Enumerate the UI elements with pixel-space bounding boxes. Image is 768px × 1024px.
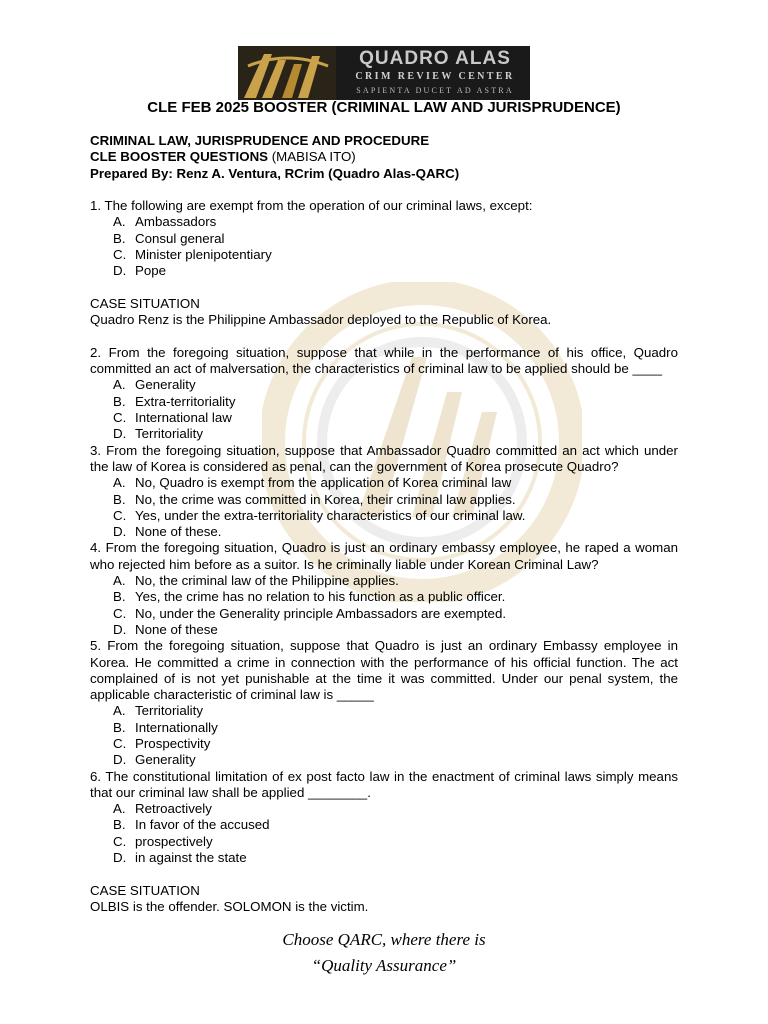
option-letter: D. (113, 426, 127, 442)
option-text: No, the crime was committed in Korea, their criminal law applies. (135, 491, 516, 507)
question-3-option-d (90, 524, 678, 540)
option-text: In favor of the accused (135, 817, 270, 833)
option-letter: B. (113, 230, 126, 246)
question-3-option-c (90, 508, 678, 524)
option-text: Territoriality (135, 703, 203, 719)
document-body (90, 133, 678, 915)
option-text: prospectively (135, 833, 213, 849)
option-letter: B. (113, 589, 126, 605)
option-text: No, under the Generality principle Ambassadors are exempted. (135, 605, 507, 621)
question-2-option-b (90, 394, 678, 410)
question-3-option-b (90, 492, 678, 508)
option-letter: A. (113, 214, 126, 230)
option-text: Territoriality (135, 426, 203, 442)
question-1-option-d (90, 263, 678, 279)
option-text: International law (135, 410, 232, 426)
question-2-option-d (90, 426, 678, 442)
question-3-option-a (90, 475, 678, 491)
option-letter: A. (113, 377, 126, 393)
option-letter: C. (113, 605, 127, 621)
option-letter: D. (113, 850, 127, 866)
question-4: 4. From the foregoing situation, Quadro is just an ordinary embassy employee, he raped a woman who rejected him before as a suitor. Is he criminally liable under Korean Criminal Law? (90, 540, 678, 572)
brand-name: QUADRO ALAS (359, 48, 511, 69)
question-5-option-d (90, 752, 678, 768)
brand-subtitle: CRIM REVIEW CENTER (355, 71, 515, 82)
brand-motto: SAPIENTA DUCET AD ASTRA (356, 86, 514, 95)
case-situation-1-text: Quadro Renz is the Philippine Ambassador deployed to the Republic of Korea. (90, 312, 552, 328)
option-text: Generality (135, 377, 196, 393)
option-text: Yes, under the extra-territoriality characteristics of our criminal law. (135, 507, 526, 523)
question-4-option-b (90, 589, 678, 605)
prepared-by: Prepared By: Renz A. Ventura, RCrim (Quadro Alas-QARC) (90, 165, 460, 181)
option-text: Internationally (135, 719, 218, 735)
question-3: 3. From the foregoing situation, suppose that Ambassador Quadro committed an act which under the law of Korea is considered as penal, can the government of Korea prosecute Quadro? (90, 442, 678, 474)
question-1-option-b (90, 231, 678, 247)
option-letter: B. (113, 817, 126, 833)
option-letter: D. (113, 524, 127, 540)
subject-heading: CRIMINAL LAW, JURISPRUDENCE AND PROCEDURE (90, 133, 430, 148)
option-letter: D. (113, 752, 127, 768)
question-2: 2. From the foregoing situation, suppose that while in the performance of his office, Quadro committed an act of malversation, the characteristics of criminal law to be applied should be ____ (90, 344, 678, 377)
option-text: None of these. (135, 524, 222, 540)
footer-slogan-line-1: Choose QARC, where there is (282, 930, 486, 949)
case-situation-2-text: OLBIS is the offender. SOLOMON is the victim. (90, 898, 369, 914)
option-text: Consul general (135, 230, 225, 246)
option-letter: A. (113, 801, 126, 817)
option-text: Retroactively (135, 801, 212, 817)
option-letter: C. (113, 833, 127, 849)
option-text: Pope (135, 263, 167, 279)
option-letter: D. (113, 263, 127, 279)
quadro-alas-logo (238, 46, 530, 100)
option-text: Generality (135, 752, 196, 768)
option-letter: B. (113, 393, 126, 409)
document-title: CLE FEB 2025 BOOSTER (CRIMINAL LAW AND JURISPRUDENCE) (147, 99, 621, 116)
option-letter: C. (113, 247, 127, 263)
question-5-option-b (90, 720, 678, 736)
option-letter: B. (113, 491, 126, 507)
option-text: None of these (135, 621, 218, 637)
question-5-option-c (90, 736, 678, 752)
case-situation-1-heading: CASE SITUATION (90, 295, 200, 311)
question-6: 6. The constitutional limitation of ex post facto law in the enactment of criminal laws simply means that our criminal law shall be applied ________. (90, 768, 678, 800)
option-letter: D. (113, 621, 127, 637)
option-letter: A. (113, 475, 126, 491)
footer-slogan-line-2: “Quality Assurance” (311, 956, 457, 975)
question-1-option-c (90, 247, 678, 263)
case-situation-2-heading: CASE SITUATION (90, 882, 200, 898)
question-6-option-a (90, 801, 678, 817)
question-4-option-d (90, 622, 678, 638)
question-6-option-c (90, 834, 678, 850)
question-6-option-d (90, 850, 678, 866)
logo-emblem-icon (238, 46, 336, 100)
option-text: No, Quadro is exempt from the application of Korea criminal law (135, 475, 512, 491)
question-6-option-b (90, 817, 678, 833)
option-letter: C. (113, 507, 127, 523)
option-text: Extra-territoriality (135, 393, 236, 409)
question-1-option-a (90, 214, 678, 230)
option-text: No, the criminal law of the Philippine applies. (135, 573, 399, 589)
booster-heading-bold: CLE BOOSTER QUESTIONS (90, 149, 269, 165)
booster-heading (90, 149, 678, 165)
option-letter: A. (113, 703, 126, 719)
option-text: Ambassadors (135, 214, 217, 230)
question-1: 1. The following are exempt from the operation of our criminal laws, except: (90, 198, 533, 214)
option-letter: B. (113, 719, 126, 735)
question-5: 5. From the foregoing situation, suppose that Quadro is just an ordinary Embassy employee in Korea. He committed a crime in connection with the performance of his official function. The act complained of is not yet punishable at the time it was committed. Under our penal system, the applicable characteristic of criminal law is _____ (90, 638, 678, 703)
question-5-option-a (90, 703, 678, 719)
option-text: Prospectivity (135, 735, 211, 751)
option-text: Yes, the crime has no relation to his function as a public officer. (135, 589, 506, 605)
booster-heading-note: (MABISA ITO) (268, 149, 356, 165)
question-2-option-c (90, 410, 678, 426)
option-letter: A. (113, 573, 126, 589)
question-2-option-a (90, 377, 678, 393)
option-text: Minister plenipotentiary (135, 247, 272, 263)
option-letter: C. (113, 410, 127, 426)
question-4-option-a (90, 573, 678, 589)
question-4-option-c (90, 606, 678, 622)
option-letter: C. (113, 735, 127, 751)
option-text: in against the state (135, 850, 247, 866)
